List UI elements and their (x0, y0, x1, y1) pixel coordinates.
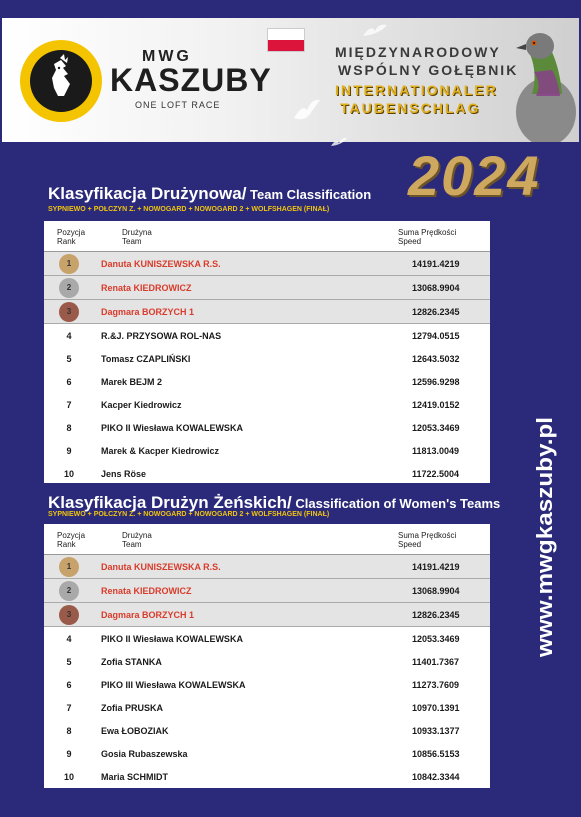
speed-cell: 10842.3344 (412, 772, 460, 782)
bird-icon (362, 22, 388, 40)
speed-column-header: Suma Prędkości Speed (398, 531, 457, 549)
website-url[interactable] (512, 415, 572, 660)
team-table (44, 221, 490, 483)
brand-title: KASZUBY (110, 62, 272, 98)
rank-column-header: Pozycja Rank (57, 228, 86, 246)
rank-cell: 6 (66, 377, 72, 387)
org-line-1: MIĘDZYNARODOWY (335, 44, 501, 60)
rank-cell: 9 (66, 446, 72, 456)
header-banner (2, 18, 579, 142)
speed-cell: 11813.0049 (412, 446, 460, 456)
team-column-header: Drużyna Team (122, 228, 152, 246)
table-row (44, 603, 490, 627)
women-subtitle: SYPNIEWO + POŁCZYN Z. + NOWOGARD + NOWOGARD 2 + WOLFSHAGEN (FINAŁ) (48, 511, 330, 518)
table-row (44, 276, 490, 300)
women-table-body (44, 555, 490, 788)
rank-cell: 5 (66, 354, 72, 364)
table-row (44, 393, 490, 416)
women-title-en: Classification of Women's Teams (291, 496, 501, 511)
team-name-cell: R.&J. PRZYSOWA ROL-NAS (101, 331, 222, 341)
team-name-cell: Jens Röse (101, 469, 147, 479)
table-row (44, 300, 490, 324)
table-row (44, 462, 490, 485)
speed-cell: 12053.3469 (412, 423, 460, 433)
team-table-header (44, 221, 490, 252)
speed-cell: 11273.7609 (412, 680, 460, 690)
team-title-en: Team Classification (246, 187, 372, 202)
medal-badge: 1 (59, 254, 79, 274)
speed-cell: 14191.4219 (412, 259, 460, 269)
speed-cell: 12794.0515 (412, 331, 460, 341)
medal-badge: 2 (59, 278, 79, 298)
bird-icon (330, 136, 348, 150)
rank-cell: 8 (66, 726, 72, 736)
svg-text:www.mwgkaszuby.pl: www.mwgkaszuby.pl (532, 439, 557, 657)
speed-column-header: Suma Prędkości Speed (398, 228, 457, 246)
org-line-3: INTERNATIONALER (335, 82, 498, 98)
rank-cell: 5 (66, 657, 72, 667)
speed-cell: 12826.2345 (412, 307, 460, 317)
team-name-cell: Gosia Rubaszewska (101, 749, 188, 759)
speed-cell: 14191.4219 (412, 562, 460, 572)
org-line-4: TAUBENSCHLAG (340, 100, 481, 116)
table-row (44, 719, 490, 742)
team-name-cell: Kacper Kiedrowicz (101, 400, 182, 410)
team-subtitle: SYPNIEWO + POŁCZYN Z. + NOWOGARD + NOWOGARD 2 + WOLFSHAGEN (FINAŁ) (48, 206, 330, 213)
table-row (44, 324, 490, 347)
team-name-cell: Ewa ŁOBOZIAK (101, 726, 169, 736)
team-name-cell: Zofia PRUSKA (101, 703, 164, 713)
year-title: 2024 (408, 144, 541, 207)
team-name-cell: Dagmara BORZYCH 1 (101, 307, 195, 317)
speed-cell: 10933.1377 (412, 726, 460, 736)
speed-cell: 10970.1391 (412, 703, 460, 713)
table-row (44, 742, 490, 765)
rank-cell: 10 (63, 772, 74, 782)
team-name-cell: Danuta KUNISZEWSKA R.S. (101, 259, 221, 269)
table-row (44, 627, 490, 650)
table-row (44, 416, 490, 439)
table-row (44, 347, 490, 370)
speed-cell: 12419.0152 (412, 400, 460, 410)
rank-cell: 8 (66, 423, 72, 433)
team-name-cell: Renata KIEDROWICZ (101, 586, 192, 596)
team-section-title (48, 184, 371, 204)
women-section-title (48, 493, 500, 513)
team-name-cell: PIKO II Wiesława KOWALEWSKA (101, 423, 243, 433)
medal-badge: 2 (59, 581, 79, 601)
medal-badge: 1 (59, 557, 79, 577)
table-row (44, 696, 490, 719)
table-row (44, 370, 490, 393)
table-row (44, 650, 490, 673)
speed-cell: 11401.7367 (412, 657, 460, 667)
rank-cell: 6 (66, 680, 72, 690)
brand-small: MWG (142, 48, 192, 65)
speed-cell: 12643.5032 (412, 354, 460, 364)
team-name-cell: Tomasz CZAPLIŃSKI (101, 354, 191, 364)
team-name-cell: Maria SCHMIDT (101, 772, 169, 782)
team-name-cell: PIKO II Wiesława KOWALEWSKA (101, 634, 243, 644)
pigeon-icon (502, 24, 576, 142)
speed-cell: 13068.9904 (412, 586, 460, 596)
team-name-cell: Renata KIEDROWICZ (101, 283, 192, 293)
table-row (44, 765, 490, 788)
rank-cell: 4 (66, 331, 72, 341)
team-name-cell: Dagmara BORZYCH 1 (101, 610, 195, 620)
team-name-cell: PIKO III Wiesława KOWALEWSKA (101, 680, 246, 690)
women-table-header (44, 524, 490, 555)
rank-cell: 4 (66, 634, 72, 644)
brand-subtitle: ONE LOFT RACE (135, 100, 221, 110)
table-row (44, 673, 490, 696)
rooster-icon (30, 50, 92, 112)
team-name-cell: Marek & Kacper Kiedrowicz (101, 446, 220, 456)
speed-cell: 12826.2345 (412, 610, 460, 620)
medal-badge: 3 (59, 302, 79, 322)
speed-cell: 12596.9298 (412, 377, 460, 387)
team-name-cell: Zofia STANKA (101, 657, 162, 667)
rank-cell: 9 (66, 749, 72, 759)
women-table (44, 524, 490, 788)
table-row (44, 252, 490, 276)
team-name-cell: Danuta KUNISZEWSKA R.S. (101, 562, 221, 572)
logo-inner (30, 50, 92, 112)
speed-cell: 11722.5004 (412, 469, 460, 479)
rank-column-header: Pozycja Rank (57, 531, 86, 549)
speed-cell: 12053.3469 (412, 634, 460, 644)
org-line-2: WSPÓLNY GOŁĘBNIK (338, 62, 519, 78)
bird-icon (292, 96, 322, 126)
logo (20, 40, 102, 122)
team-title-pl: Klasyfikacja Drużynowa/ (48, 184, 247, 203)
rank-cell: 10 (63, 469, 74, 479)
rank-cell: 7 (66, 400, 72, 410)
rank-cell: 7 (66, 703, 72, 713)
team-table-body (44, 252, 490, 485)
poland-flag-icon (267, 28, 305, 52)
table-row (44, 439, 490, 462)
team-name-cell: Marek BEJM 2 (101, 377, 163, 387)
medal-badge: 3 (59, 605, 79, 625)
speed-cell: 13068.9904 (412, 283, 460, 293)
team-column-header: Drużyna Team (122, 531, 152, 549)
women-title-pl: Klasyfikacja Drużyn Żeńskich/ (48, 493, 292, 512)
table-row (44, 579, 490, 603)
table-row (44, 555, 490, 579)
speed-cell: 10856.5153 (412, 749, 460, 759)
